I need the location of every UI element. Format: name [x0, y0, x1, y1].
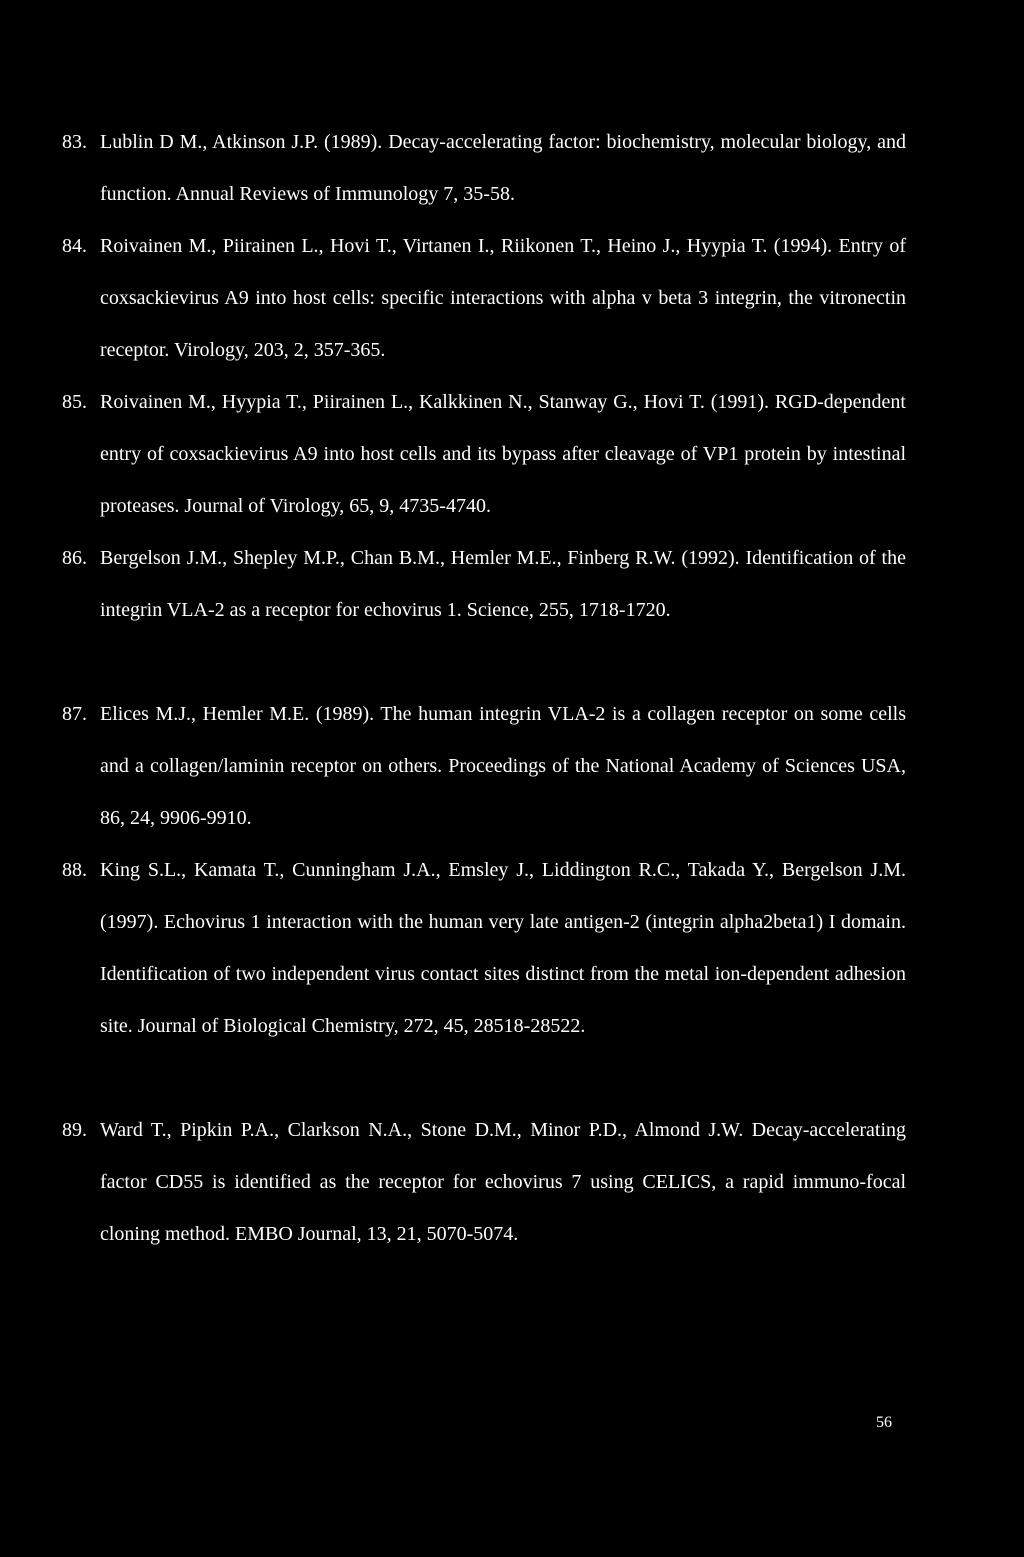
reference-text: Elices M.J., Hemler M.E. (1989). The human integrin VLA-2 is a collagen receptor on some cells and a collagen/laminin receptor on others. Proceedings of the National Academy of Sciences USA, 86, 24, 9906-9910. — [100, 703, 906, 829]
reference-text: Ward T., Pipkin P.A., Clarkson N.A., Stone D.M., Minor P.D., Almond J.W. Decay-accelerating factor CD55 is identified as the receptor for echovirus 7 using CELICS, a rapid immuno-focal cloning method. EMBO Journal, 13, 21, 5070-5074. — [100, 1119, 906, 1245]
reference-number: 89. — [62, 1119, 87, 1141]
reference-number: 86. — [62, 547, 87, 569]
reference-text: Roivainen M., Hyypia T., Piirainen L., Kalkkinen N., Stanway G., Hovi T. (1991). RGD-dependent entry of coxsackievirus A9 into host cells and its bypass after cleavage of VP1 protein by intestinal proteases. Journal of Virology, 65, 9, 4735-4740. — [100, 391, 906, 517]
reference-text: Lublin D M., Atkinson J.P. (1989). Decay-accelerating factor: biochemistry, molecular biology, and function. Annual Reviews of Immunology 7, 35-58. — [100, 131, 906, 205]
reference-number: 85. — [62, 391, 87, 413]
reference-number: 83. — [62, 131, 87, 153]
reference-number: 88. — [62, 859, 87, 881]
reference-number: 87. — [62, 703, 87, 725]
reference-text: King S.L., Kamata T., Cunningham J.A., Emsley J., Liddington R.C., Takada Y., Bergelson J.M. (1997). Echovirus 1 interaction with the human very late antigen-2 (integrin alpha2beta1) I domain. Identification of two independent virus contact sites distinct from the metal ion-dependent adhesion site. Journal of Biological Chemistry, 272, 45, 28518-28522. — [100, 859, 906, 1037]
reference-text: Bergelson J.M., Shepley M.P., Chan B.M., Hemler M.E., Finberg R.W. (1992). Identification of the integrin VLA-2 as a receptor for echovirus 1. Science, 255, 1718-1720. — [100, 547, 906, 621]
reference-text: Roivainen M., Piirainen L., Hovi T., Virtanen I., Riikonen T., Heino J., Hyypia T. (1994). Entry of coxsackievirus A9 into host cells: specific interactions with alpha v beta 3 integrin, the vitronectin receptor. Virology, 203, 2, 357-365. — [100, 235, 906, 361]
reference-number: 84. — [62, 235, 87, 257]
page-number: 56 — [876, 1414, 892, 1431]
